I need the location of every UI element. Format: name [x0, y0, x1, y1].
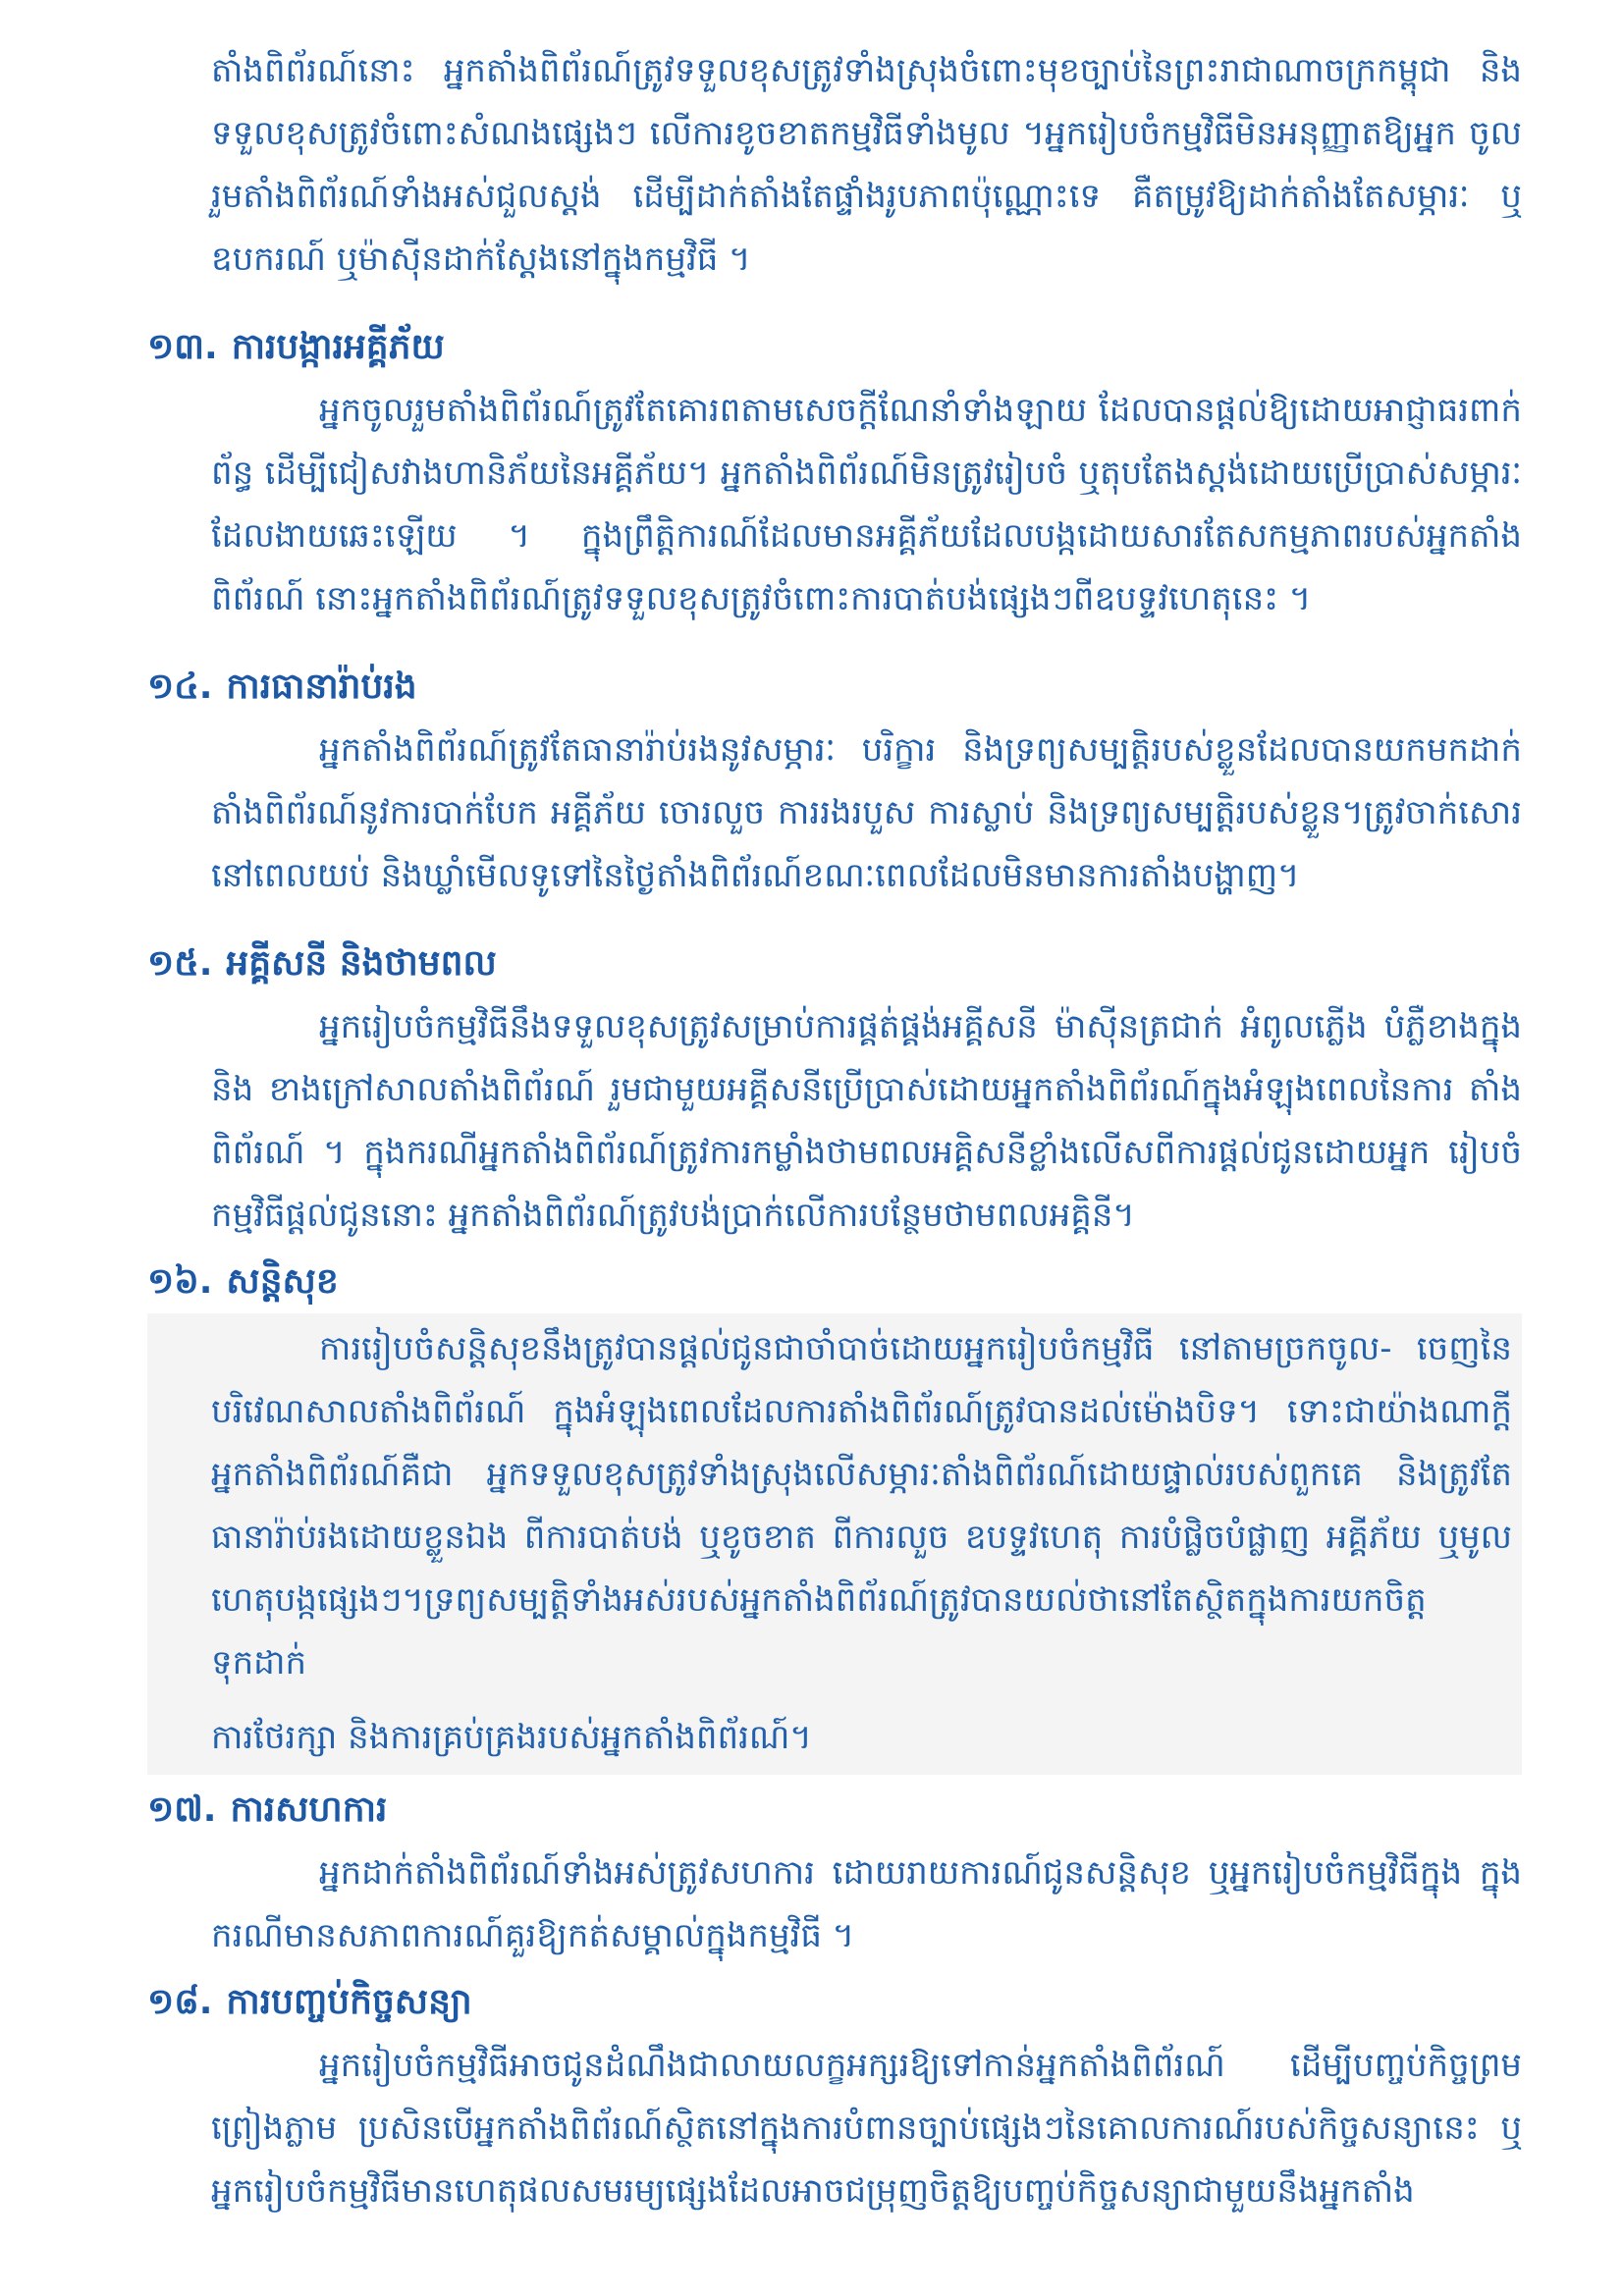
- section-heading: [147, 1971, 1522, 2034]
- document-page: [147, 39, 1522, 2222]
- section-body: អ្នករៀបចំកម្មវិធីនឹងទទួលខុសត្រូវសម្រាប់ការផ្គត់ផ្គង់អគ្គីសនី ម៉ាស៊ីនត្រជាក់ អំពូលភ្លើង បំភ្លឺខាងក្នុង និង ខាងក្រៅសាលតាំងពិព័រណ៍ រួមជាមួយអគ្គីសនីប្រើប្រាស់ដោយអ្នកតាំងពិព័រណ៍ក្នុងអំឡុងពេលនៃការ តាំងពិព័រណ៍ ។ ក្នុងករណីអ្នកតាំងពិព័រណ៍ត្រូវការកម្លាំងថាមពលអគ្គិសនីខ្លាំងលើសពីការផ្តល់ជូនដោយអ្នក រៀបចំកម្មវិធីផ្តល់ជូននោះ អ្នកតាំងពិព័រណ៍ត្រូវបង់ប្រាក់លើការបន្ថែមថាមពលអគ្គិនី។: [211, 1007, 1522, 1235]
- section-number: ១៥.: [147, 943, 213, 984]
- section-title: សន្តិសុខ: [226, 1261, 339, 1302]
- section-number: ១៦.: [147, 1261, 213, 1302]
- section-heading: [147, 933, 1522, 995]
- section-heading: [147, 316, 1522, 379]
- section-title: ការបង្ការអគ្គីភ័យ: [231, 327, 445, 367]
- section-heading: [147, 1779, 1522, 1842]
- section-number: ១៣.: [147, 327, 218, 367]
- section-18: [147, 1971, 1522, 2222]
- section-title: ការធានារ៉ាប់រង: [226, 667, 417, 707]
- section-17: [147, 1779, 1522, 1967]
- section-body-continued: ការថែរក្សា និងការគ្រប់គ្រងរបស់អ្នកតាំងពិព័រណ៍។: [211, 1718, 812, 1757]
- highlighted-block: [147, 1313, 1522, 1775]
- section-heading: [147, 1251, 1522, 1313]
- section-body: ការរៀបចំសន្តិសុខនឹងត្រូវបានផ្តល់ជូនជាចាំបាច់ដោយអ្នករៀបចំកម្មវិធី នៅតាមច្រកចូល- ចេញនៃ បរិវេណសាលតាំងពិព័រណ៍ ក្នុងអំឡុងពេលដែលការតាំងពិព័រណ៍ត្រូវបានដល់ម៉ោងបិទ។ ទោះជាយ៉ាងណាក្តី អ្នកតាំងពិព័រណ៍គឺជា អ្នកទទួលខុសត្រូវទាំងស្រុងលើសម្ភារៈតាំងពិព័រណ៍ដោយផ្ទាល់របស់ពួកគេ និងត្រូវតែ ធានារ៉ាប់រងដោយខ្លួនឯង ពីការបាត់បង់ ឬខូចខាត ពីការលួច ឧបទ្ទវហេតុ ការបំផ្លិចបំផ្លាញ អគ្គីភ័យ ឬមូល ហេតុបង្កផ្សេងៗ។ទ្រព្យសម្បត្តិទាំងអស់របស់អ្នកតាំងពិព័រណ៍ត្រូវបានយល់ថានៅតែស្ថិតក្នុងការយកចិត្តទុកដាក់: [211, 1329, 1512, 1682]
- section-title: ការបញ្ចប់កិច្ចសន្យា: [226, 1982, 472, 2022]
- section-title: ការសហការ: [230, 1789, 388, 1830]
- section-body: អ្នកចូលរួមតាំងពិព័រណ៍ត្រូវតែគោរពតាមសេចក្តីណែនាំទាំងឡាយ ដែលបានផ្តល់ឱ្យដោយអាជ្ញាធរពាក់ព័ន្ធ ដើម្បីជៀសវាងហានិភ័យនៃអគ្គីភ័យ។ អ្នកតាំងពិព័រណ៍មិនត្រូវរៀបចំ ឬតុបតែងស្តង់ដោយប្រើប្រាស់សម្ភារៈ ដែលងាយឆេះឡើយ ។ ក្នុងព្រឹត្តិការណ៍ដែលមានអគ្គីភ័យដែលបង្កដោយសារតែសកម្មភាពរបស់អ្នកតាំងពិព័រណ៍ នោះអ្នកតាំងពិព័រណ៍ត្រូវទទួលខុសត្រូវចំពោះការបាត់បង់ផ្សេងៗពីឧបទ្ទវហេតុនេះ ។: [211, 391, 1522, 618]
- intro-paragraph: តាំងពិព័រណ៍នោះ អ្នកតាំងពិព័រណ៍ត្រូវទទួលខុសត្រូវទាំងស្រុងចំពោះមុខច្បាប់នៃព្រះរាជាណាចក្រកម្ពុជា និង ទទួលខុសត្រូវចំពោះសំណងផ្សេងៗ លើការខូចខាតកម្មវិធីទាំងមូល ។អ្នករៀបចំកម្មវិធីមិនអនុញ្ញាតឱ្យអ្នក ចូលរួមតាំងពិព័រណ៍ទាំងអស់ជួលស្តង់ ដើម្បីដាក់តាំងតែផ្ទាំងរូបភាពប៉ុណ្ណោះទេ គឺតម្រូវឱ្យដាក់តាំងតែសម្ភារៈ ឬឧបករណ៍ ឬម៉ាស៊ីនដាក់ស្តែងនៅក្នុងកម្មវិធី ។: [211, 51, 1522, 279]
- section-body: អ្នករៀបចំកម្មវិធីអាចជូនដំណឹងជាលាយលក្ខអក្សរឱ្យទៅកាន់អ្នកតាំងពិព័រណ៍ ដើម្បីបញ្ចប់កិច្ចព្រម ព្រៀងភ្លាម ប្រសិនបើអ្នកតាំងពិព័រណ៍ស្ថិតនៅក្នុងការបំពានច្បាប់ផ្សេងៗនៃគោលការណ៍របស់កិច្ចសន្យានេះ ឬអ្នករៀបចំកម្មវិធីមានហេតុផលសមរម្យផ្សេងដែលអាចជម្រុញចិត្តឱ្យបញ្ចប់កិច្ចសន្យាជាមួយនឹងអ្នកតាំង: [211, 2046, 1522, 2211]
- section-16: [147, 1251, 1522, 1775]
- section-number: ១៤.: [147, 667, 213, 707]
- section-body: អ្នកតាំងពិព័រណ៍ត្រូវតែធានារ៉ាប់រងនូវសម្ភារៈ បរិក្ខារ និងទ្រព្យសម្បត្តិរបស់ខ្លួនដែលបានយកមកដាក់ តាំងពិព័រណ៍នូវការបាក់បែក អគ្គីភ័យ ចោរលួច ការរងរបួស ការស្លាប់ និងទ្រព្យសម្បត្តិរបស់ខ្លួន។ត្រូវចាក់សោរ នៅពេលយប់ និងឃ្លាំមើលទូទៅនៃថ្ងៃតាំងពិព័រណ៍ខណៈពេលដែលមិនមានការតាំងបង្ហាញ។: [211, 730, 1522, 895]
- section-body: អ្នកដាក់តាំងពិព័រណ៍ទាំងអស់ត្រូវសហការ ដោយរាយការណ៍ជូនសន្តិសុខ ឬអ្នករៀបចំកម្មវិធីក្នុង ក្នុង ករណីមានសភាពការណ៍គួរឱ្យកត់សម្គាល់ក្នុងកម្មវិធី ។: [211, 1853, 1522, 1955]
- section-15: [147, 933, 1522, 1247]
- section-title: អគ្គីសនី និងថាមពល: [226, 943, 497, 984]
- section-heading: [147, 656, 1522, 719]
- section-number: ១៧.: [147, 1789, 217, 1830]
- section-13: [147, 316, 1522, 630]
- section-number: ១៨.: [147, 1982, 213, 2022]
- section-14: [147, 656, 1522, 907]
